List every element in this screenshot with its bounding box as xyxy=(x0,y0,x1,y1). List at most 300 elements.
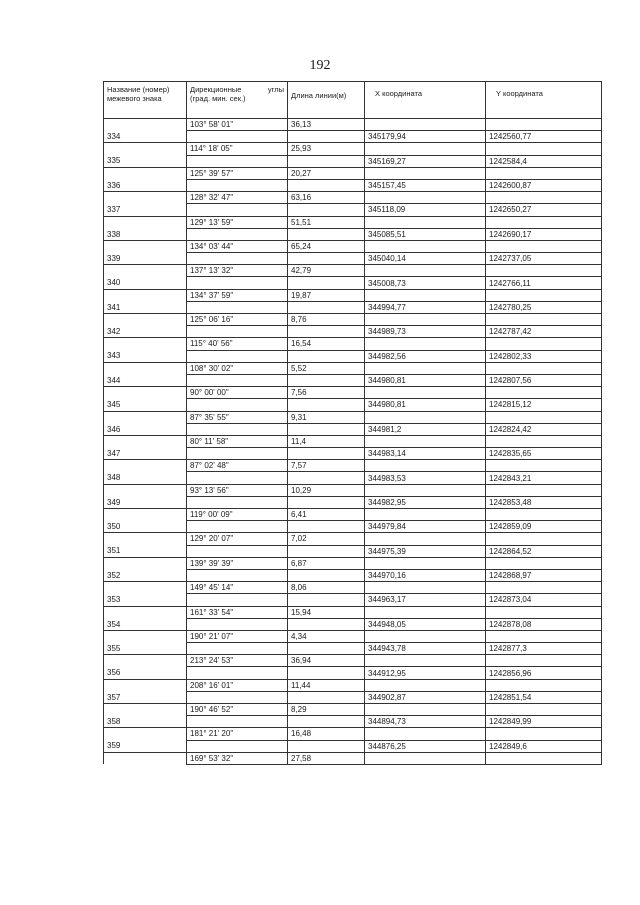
x-coordinate-cell: 344983,14 xyxy=(365,448,486,460)
line-length-cell: 16,48 xyxy=(288,728,365,740)
direction-angle-cell: 93° 13' 56" xyxy=(187,484,288,496)
header-x-coordinate: X координата xyxy=(365,82,486,119)
mark-name-cell xyxy=(104,752,187,764)
direction-angle-cell xyxy=(187,277,288,289)
direction-angle-cell: 169° 53' 32" xyxy=(187,752,288,764)
mark-name-cell: 349 xyxy=(104,496,187,508)
direction-angle-cell: 129° 20' 07" xyxy=(187,533,288,545)
direction-angle-cell xyxy=(187,740,288,752)
x-coordinate-cell xyxy=(365,704,486,716)
direction-angle-cell: 114° 18' 05" xyxy=(187,143,288,155)
y-coordinate-cell: 1242843,21 xyxy=(486,472,602,484)
direction-angle-cell xyxy=(187,496,288,508)
x-coordinate-cell xyxy=(365,216,486,228)
x-coordinate-cell xyxy=(365,314,486,326)
table-row-segment xyxy=(104,119,602,131)
y-coordinate-cell: 1242856,96 xyxy=(486,667,602,679)
x-coordinate-cell: 344980,81 xyxy=(365,399,486,411)
y-coordinate-cell xyxy=(486,167,602,179)
table-row-mark xyxy=(104,131,602,143)
header-row xyxy=(104,82,602,119)
y-coordinate-cell xyxy=(486,314,602,326)
line-length-cell: 51,51 xyxy=(288,216,365,228)
line-length-cell xyxy=(288,399,365,411)
direction-angle-cell xyxy=(187,545,288,557)
table-row-segment xyxy=(104,338,602,350)
mark-name-cell: 348 xyxy=(104,472,187,484)
mark-name-cell xyxy=(104,314,187,326)
mark-name-cell: 337 xyxy=(104,204,187,216)
x-coordinate-cell: 344876,25 xyxy=(365,740,486,752)
table-row-segment xyxy=(104,533,602,545)
y-coordinate-cell xyxy=(486,606,602,618)
direction-angle-cell xyxy=(187,448,288,460)
direction-angle-cell xyxy=(187,131,288,143)
x-coordinate-cell: 345085,51 xyxy=(365,228,486,240)
x-coordinate-cell xyxy=(365,192,486,204)
x-coordinate-cell: 344982,95 xyxy=(365,496,486,508)
x-coordinate-cell xyxy=(365,655,486,667)
y-coordinate-cell: 1242878,08 xyxy=(486,618,602,630)
table-row-mark xyxy=(104,618,602,630)
mark-name-cell: 357 xyxy=(104,691,187,703)
line-length-cell xyxy=(288,301,365,313)
mark-name-cell: 336 xyxy=(104,179,187,191)
y-coordinate-cell xyxy=(486,387,602,399)
header-line-length: Длина линии(м) xyxy=(288,82,365,119)
y-coordinate-cell: 1242873,04 xyxy=(486,594,602,606)
y-coordinate-cell: 1242787,42 xyxy=(486,326,602,338)
table-header xyxy=(104,82,602,119)
x-coordinate-cell: 344983,53 xyxy=(365,472,486,484)
line-length-cell xyxy=(288,472,365,484)
table-row-mark xyxy=(104,472,602,484)
header-mark-name: Название (номер) межевого знака xyxy=(104,82,187,119)
line-length-cell: 42,79 xyxy=(288,265,365,277)
line-length-cell xyxy=(288,179,365,191)
y-coordinate-cell xyxy=(486,362,602,374)
y-coordinate-cell xyxy=(486,240,602,252)
table-row-mark xyxy=(104,594,602,606)
y-coordinate-cell: 1242853,48 xyxy=(486,496,602,508)
header-y-coordinate: Y координата xyxy=(486,82,602,119)
table-row-mark xyxy=(104,155,602,167)
direction-angle-cell: 119° 00' 09" xyxy=(187,509,288,521)
mark-name-cell xyxy=(104,582,187,594)
x-coordinate-cell xyxy=(365,533,486,545)
line-length-cell xyxy=(288,253,365,265)
mark-name-cell xyxy=(104,557,187,569)
direction-angle-cell: 181° 21' 20" xyxy=(187,728,288,740)
y-coordinate-cell xyxy=(486,338,602,350)
x-coordinate-cell xyxy=(365,460,486,472)
y-coordinate-cell xyxy=(486,655,602,667)
direction-angle-cell: 208° 16' 01" xyxy=(187,679,288,691)
line-length-cell xyxy=(288,691,365,703)
line-length-cell: 4,34 xyxy=(288,630,365,642)
table-row-mark xyxy=(104,569,602,581)
mark-name-cell xyxy=(104,655,187,667)
mark-name-cell xyxy=(104,509,187,521)
direction-angle-cell xyxy=(187,228,288,240)
mark-name-cell: 335 xyxy=(104,155,187,167)
line-length-cell: 15,94 xyxy=(288,606,365,618)
direction-angle-cell: 90° 00' 00" xyxy=(187,387,288,399)
x-coordinate-cell: 345179,94 xyxy=(365,131,486,143)
y-coordinate-cell xyxy=(486,582,602,594)
direction-angle-cell xyxy=(187,618,288,630)
x-coordinate-cell: 344982,56 xyxy=(365,350,486,362)
mark-name-cell: 345 xyxy=(104,399,187,411)
line-length-cell xyxy=(288,594,365,606)
x-coordinate-cell xyxy=(365,630,486,642)
x-coordinate-cell xyxy=(365,557,486,569)
y-coordinate-cell: 1242780,25 xyxy=(486,301,602,313)
line-length-cell: 20,27 xyxy=(288,167,365,179)
line-length-cell xyxy=(288,716,365,728)
x-coordinate-cell: 344970,16 xyxy=(365,569,486,581)
x-coordinate-cell xyxy=(365,752,486,764)
direction-angle-cell xyxy=(187,716,288,728)
mark-name-cell xyxy=(104,289,187,301)
direction-angle-cell: 125° 39' 57" xyxy=(187,167,288,179)
line-length-cell: 9,31 xyxy=(288,411,365,423)
table-row-mark xyxy=(104,179,602,191)
line-length-cell xyxy=(288,521,365,533)
table-row-mark xyxy=(104,326,602,338)
line-length-cell xyxy=(288,326,365,338)
direction-angle-cell xyxy=(187,350,288,362)
direction-angle-cell xyxy=(187,423,288,435)
direction-angle-cell xyxy=(187,691,288,703)
x-coordinate-cell xyxy=(365,265,486,277)
mark-name-cell xyxy=(104,192,187,204)
direction-angle-cell xyxy=(187,569,288,581)
line-length-cell: 36,13 xyxy=(288,119,365,131)
direction-angle-cell: 134° 37' 59" xyxy=(187,289,288,301)
mark-name-cell: 352 xyxy=(104,569,187,581)
y-coordinate-cell: 1242650,27 xyxy=(486,204,602,216)
x-coordinate-cell xyxy=(365,167,486,179)
y-coordinate-cell: 1242807,56 xyxy=(486,374,602,386)
y-coordinate-cell xyxy=(486,265,602,277)
x-coordinate-cell xyxy=(365,435,486,447)
y-coordinate-cell: 1242877,3 xyxy=(486,643,602,655)
boundary-coordinates-table xyxy=(103,81,602,765)
page-number: 192 xyxy=(309,58,331,73)
y-coordinate-cell: 1242868,97 xyxy=(486,569,602,581)
line-length-cell: 8,29 xyxy=(288,704,365,716)
y-coordinate-cell xyxy=(486,679,602,691)
mark-name-cell xyxy=(104,679,187,691)
header-angles-word: углы xyxy=(267,85,284,94)
x-coordinate-cell: 344975,39 xyxy=(365,545,486,557)
y-coordinate-cell xyxy=(486,557,602,569)
table-row-segment xyxy=(104,411,602,423)
mark-name-cell xyxy=(104,460,187,472)
x-coordinate-cell xyxy=(365,362,486,374)
direction-angle-cell: 80° 11' 58" xyxy=(187,435,288,447)
direction-angle-cell: 149° 45' 14" xyxy=(187,582,288,594)
x-coordinate-cell xyxy=(365,411,486,423)
line-length-cell xyxy=(288,350,365,362)
line-length-cell xyxy=(288,277,365,289)
table-row-segment xyxy=(104,289,602,301)
table-row-mark xyxy=(104,496,602,508)
line-length-cell: 7,56 xyxy=(288,387,365,399)
direction-angle-cell: 139° 39' 39" xyxy=(187,557,288,569)
mark-name-cell xyxy=(104,411,187,423)
table-row-segment xyxy=(104,143,602,155)
direction-angle-cell: 108° 30' 02" xyxy=(187,362,288,374)
mark-name-cell: 355 xyxy=(104,643,187,655)
mark-name-cell xyxy=(104,338,187,350)
table-row-mark xyxy=(104,423,602,435)
direction-angle-cell: 87° 02' 48" xyxy=(187,460,288,472)
y-coordinate-cell: 1242802,33 xyxy=(486,350,602,362)
x-coordinate-cell: 344989,73 xyxy=(365,326,486,338)
line-length-cell: 8,76 xyxy=(288,314,365,326)
direction-angle-cell xyxy=(187,521,288,533)
line-length-cell xyxy=(288,496,365,508)
table-row-segment xyxy=(104,630,602,642)
y-coordinate-cell: 1242766,11 xyxy=(486,277,602,289)
x-coordinate-cell xyxy=(365,119,486,131)
direction-angle-cell xyxy=(187,179,288,191)
y-coordinate-cell: 1242815,12 xyxy=(486,399,602,411)
mark-name-cell xyxy=(104,435,187,447)
direction-angle-cell xyxy=(187,399,288,411)
y-coordinate-cell xyxy=(486,289,602,301)
x-coordinate-cell: 344981,2 xyxy=(365,423,486,435)
table-row-segment xyxy=(104,460,602,472)
y-coordinate-cell xyxy=(486,460,602,472)
direction-angle-cell: 129° 13' 59" xyxy=(187,216,288,228)
table-row-segment xyxy=(104,314,602,326)
mark-name-cell xyxy=(104,484,187,496)
table-row-mark xyxy=(104,667,602,679)
line-length-cell xyxy=(288,643,365,655)
table-row-segment xyxy=(104,362,602,374)
y-coordinate-cell: 1242849,6 xyxy=(486,740,602,752)
direction-angle-cell: 128° 32' 47" xyxy=(187,192,288,204)
x-coordinate-cell: 344963,17 xyxy=(365,594,486,606)
y-coordinate-cell xyxy=(486,216,602,228)
table-row-mark xyxy=(104,350,602,362)
line-length-cell: 6,41 xyxy=(288,509,365,521)
table-row-mark xyxy=(104,691,602,703)
y-coordinate-cell: 1242849,99 xyxy=(486,716,602,728)
table-row-mark xyxy=(104,643,602,655)
table-row-segment xyxy=(104,728,602,740)
direction-angle-cell xyxy=(187,374,288,386)
table-row-mark xyxy=(104,716,602,728)
mark-name-cell: 351 xyxy=(104,545,187,557)
y-coordinate-cell xyxy=(486,704,602,716)
table-row-mark xyxy=(104,545,602,557)
direction-angle-cell xyxy=(187,155,288,167)
direction-angle-cell: 161° 33' 54" xyxy=(187,606,288,618)
direction-angle-cell xyxy=(187,253,288,265)
table-row-mark xyxy=(104,228,602,240)
line-length-cell: 63,16 xyxy=(288,192,365,204)
x-coordinate-cell: 345169,27 xyxy=(365,155,486,167)
mark-name-cell: 340 xyxy=(104,277,187,289)
table-row-segment xyxy=(104,582,602,594)
y-coordinate-cell xyxy=(486,509,602,521)
table-row-segment xyxy=(104,752,602,764)
y-coordinate-cell: 1242824,42 xyxy=(486,423,602,435)
y-coordinate-cell xyxy=(486,630,602,642)
line-length-cell: 7,02 xyxy=(288,533,365,545)
line-length-cell: 6,87 xyxy=(288,557,365,569)
direction-angle-cell: 103° 58' 01" xyxy=(187,119,288,131)
line-length-cell xyxy=(288,228,365,240)
mark-name-cell xyxy=(104,704,187,716)
y-coordinate-cell: 1242851,54 xyxy=(486,691,602,703)
x-coordinate-cell xyxy=(365,679,486,691)
mark-name-cell xyxy=(104,265,187,277)
line-length-cell xyxy=(288,374,365,386)
mark-name-cell xyxy=(104,362,187,374)
direction-angle-cell: 190° 46' 52" xyxy=(187,704,288,716)
x-coordinate-cell: 344943,78 xyxy=(365,643,486,655)
table-row-mark xyxy=(104,277,602,289)
mark-name-cell xyxy=(104,216,187,228)
mark-name-cell: 338 xyxy=(104,228,187,240)
x-coordinate-cell: 345008,73 xyxy=(365,277,486,289)
y-coordinate-cell: 1242737,05 xyxy=(486,253,602,265)
mark-name-cell: 343 xyxy=(104,350,187,362)
mark-name-cell: 353 xyxy=(104,594,187,606)
mark-name-cell: 350 xyxy=(104,521,187,533)
mark-name-cell xyxy=(104,143,187,155)
line-length-cell: 36,94 xyxy=(288,655,365,667)
mark-name-cell: 341 xyxy=(104,301,187,313)
table-row-mark xyxy=(104,448,602,460)
y-coordinate-cell: 1242835,65 xyxy=(486,448,602,460)
mark-name-cell: 356 xyxy=(104,667,187,679)
x-coordinate-cell: 344902,87 xyxy=(365,691,486,703)
direction-angle-cell: 134° 03' 44" xyxy=(187,240,288,252)
mark-name-cell xyxy=(104,630,187,642)
direction-angle-cell xyxy=(187,667,288,679)
line-length-cell: 8,06 xyxy=(288,582,365,594)
y-coordinate-cell xyxy=(486,143,602,155)
y-coordinate-cell: 1242600,87 xyxy=(486,179,602,191)
table-row-segment xyxy=(104,484,602,496)
direction-angle-cell: 137° 13' 32" xyxy=(187,265,288,277)
mark-name-cell xyxy=(104,606,187,618)
table-row-mark xyxy=(104,521,602,533)
line-length-cell: 5,52 xyxy=(288,362,365,374)
x-coordinate-cell xyxy=(365,484,486,496)
table-row-segment xyxy=(104,435,602,447)
mark-name-cell xyxy=(104,167,187,179)
x-coordinate-cell xyxy=(365,606,486,618)
x-coordinate-cell: 345040,14 xyxy=(365,253,486,265)
line-length-cell xyxy=(288,740,365,752)
table-row-segment xyxy=(104,679,602,691)
y-coordinate-cell: 1242690,17 xyxy=(486,228,602,240)
y-coordinate-cell xyxy=(486,435,602,447)
direction-angle-cell: 125° 06' 16" xyxy=(187,314,288,326)
direction-angle-cell xyxy=(187,643,288,655)
mark-name-cell: 347 xyxy=(104,448,187,460)
direction-angle-cell xyxy=(187,594,288,606)
x-coordinate-cell xyxy=(365,728,486,740)
x-coordinate-cell xyxy=(365,387,486,399)
table-row-mark xyxy=(104,253,602,265)
y-coordinate-cell xyxy=(486,192,602,204)
line-length-cell xyxy=(288,448,365,460)
mark-name-cell xyxy=(104,387,187,399)
line-length-cell: 65,24 xyxy=(288,240,365,252)
line-length-cell xyxy=(288,667,365,679)
header-direction-angle xyxy=(187,82,288,119)
x-coordinate-cell xyxy=(365,338,486,350)
y-coordinate-cell xyxy=(486,119,602,131)
table-row-segment xyxy=(104,240,602,252)
mark-name-cell: 354 xyxy=(104,618,187,630)
line-length-cell: 11,44 xyxy=(288,679,365,691)
direction-angle-cell xyxy=(187,472,288,484)
table-row-segment xyxy=(104,606,602,618)
line-length-cell: 25,93 xyxy=(288,143,365,155)
mark-name-cell: 359 xyxy=(104,740,187,752)
table-row-mark xyxy=(104,374,602,386)
direction-angle-cell xyxy=(187,326,288,338)
mark-name-cell xyxy=(104,119,187,131)
table-row-mark xyxy=(104,301,602,313)
x-coordinate-cell: 344994,77 xyxy=(365,301,486,313)
y-coordinate-cell xyxy=(486,484,602,496)
direction-angle-cell: 190° 21' 07" xyxy=(187,630,288,642)
line-length-cell xyxy=(288,423,365,435)
line-length-cell: 19,87 xyxy=(288,289,365,301)
y-coordinate-cell: 1242560,77 xyxy=(486,131,602,143)
table-row-segment xyxy=(104,509,602,521)
table-row-segment xyxy=(104,655,602,667)
line-length-cell xyxy=(288,545,365,557)
header-direction-word: Дирекционные xyxy=(190,85,242,94)
mark-name-cell xyxy=(104,533,187,545)
y-coordinate-cell xyxy=(486,728,602,740)
mark-name-cell: 346 xyxy=(104,423,187,435)
direction-angle-cell xyxy=(187,204,288,216)
x-coordinate-cell: 344948,05 xyxy=(365,618,486,630)
x-coordinate-cell: 344894,73 xyxy=(365,716,486,728)
line-length-cell xyxy=(288,155,365,167)
x-coordinate-cell: 345118,09 xyxy=(365,204,486,216)
table-row-segment xyxy=(104,387,602,399)
x-coordinate-cell: 344979,84 xyxy=(365,521,486,533)
table-row-segment xyxy=(104,265,602,277)
line-length-cell: 11,4 xyxy=(288,435,365,447)
mark-name-cell: 344 xyxy=(104,374,187,386)
x-coordinate-cell xyxy=(365,143,486,155)
mark-name-cell: 358 xyxy=(104,716,187,728)
direction-angle-cell: 115° 40' 56" xyxy=(187,338,288,350)
x-coordinate-cell xyxy=(365,582,486,594)
mark-name-cell: 334 xyxy=(104,131,187,143)
direction-angle-cell xyxy=(187,301,288,313)
x-coordinate-cell: 344912,95 xyxy=(365,667,486,679)
mark-name-cell xyxy=(104,728,187,740)
y-coordinate-cell: 1242864,52 xyxy=(486,545,602,557)
line-length-cell xyxy=(288,204,365,216)
header-angle-units: (град. мин. сек.) xyxy=(190,94,246,103)
